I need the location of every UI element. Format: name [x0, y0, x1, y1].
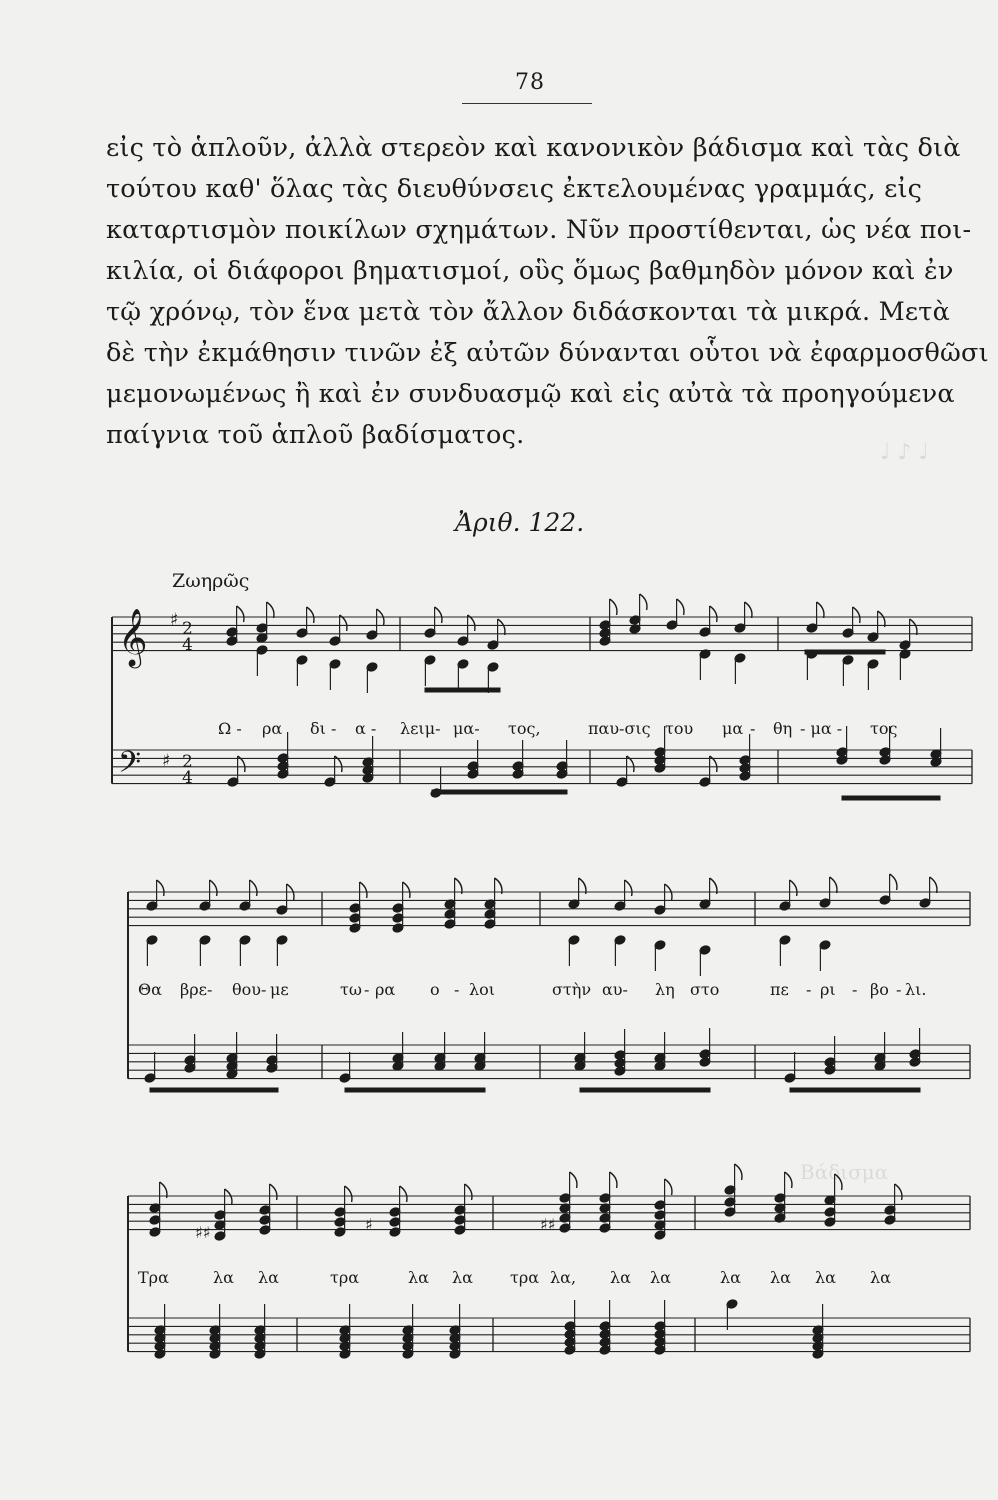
lyric-syllable: - — [852, 980, 858, 999]
lyric-syllable: δι - — [310, 719, 337, 738]
sharp-icon: ♯♯ — [540, 1215, 556, 1234]
lyric-syllable: Θα — [138, 980, 162, 999]
note-flag — [267, 602, 274, 618]
lyric-syllable: στο — [690, 980, 720, 999]
note-flag — [745, 602, 752, 618]
lyric-syllable: α - — [355, 719, 377, 738]
note-flag — [930, 877, 937, 893]
note-flag — [890, 874, 897, 890]
beam — [805, 650, 885, 654]
body-line: καταρτισμὸν ποικίλων σχημάτων. Νῦν προστίθενται, ὡς νέα ποι- — [106, 215, 972, 245]
lyric-syllable: λα, — [550, 1268, 577, 1287]
lyric-syllable: τρα — [510, 1268, 540, 1287]
note-flag — [498, 619, 505, 635]
lyric-syllable: λα — [870, 1268, 891, 1287]
note-flag — [665, 1179, 672, 1195]
lyric-syllable: με — [270, 980, 289, 999]
lyric-syllable: στὴν — [552, 980, 592, 999]
time-signature-top: 2 — [182, 752, 193, 772]
lyric-syllable: Τρα — [138, 1268, 169, 1287]
beam — [432, 790, 567, 794]
lyric-syllable: λα — [452, 1268, 473, 1287]
lyric-syllable: - — [806, 980, 812, 999]
lyric-syllable: βο — [870, 980, 889, 999]
lyric-syllable: πε — [770, 980, 789, 999]
body-line: μεμονωμένως ἢ καὶ ἐν συνδυασμῷ καὶ εἰς αὐτὰ τὰ προηγούμενα — [106, 379, 955, 409]
note-flag — [853, 607, 860, 623]
lyric-syllable: λα — [650, 1268, 671, 1287]
beam — [790, 1088, 920, 1092]
lyric-syllable: ο — [430, 980, 440, 999]
note-flag — [790, 880, 797, 896]
lyric-syllable: παυ-σις — [588, 719, 651, 738]
lyric-syllable: λα — [770, 1268, 791, 1287]
lyric-syllable: ρα — [262, 719, 283, 738]
lyric-syllable: τω — [340, 980, 362, 999]
note-flag — [610, 599, 617, 615]
lyric-syllable: μα- — [453, 719, 480, 738]
note-flag — [785, 1172, 792, 1188]
sharp-icon: ♯♯ — [195, 1223, 211, 1242]
note-flag — [710, 606, 717, 622]
time-signature-top: 2 — [182, 619, 193, 639]
body-line: τούτου καθ' ὅλας τὰς διευθύνσεις ἐκτελουμένας γραμμάς, εἰς — [106, 174, 923, 204]
lyric-syllable: λα — [408, 1268, 429, 1287]
lyric-syllable: του — [665, 719, 694, 738]
lyric-syllable: τος, — [508, 719, 541, 738]
lyric-syllable: λη — [655, 980, 675, 999]
lyric-syllable: θη — [773, 719, 793, 738]
lyric-syllable: - — [750, 719, 756, 738]
beam — [345, 1088, 485, 1092]
note-flag — [610, 1172, 617, 1188]
note-flag — [895, 1184, 902, 1200]
lyric-syllable: τρα — [330, 1268, 360, 1287]
lyric-syllable: - — [364, 980, 370, 999]
note-flag — [677, 599, 684, 615]
time-signature-bottom: 4 — [182, 635, 193, 655]
note-flag — [270, 1184, 277, 1200]
beam — [425, 688, 500, 692]
note-flag — [817, 602, 824, 618]
note-flag — [878, 611, 885, 627]
note-flag — [250, 880, 257, 896]
treble-clef-icon: 𝄞 — [118, 608, 148, 666]
body-line: παίγνια τοῦ ἁπλοῦ βαδίσματος. — [106, 420, 525, 450]
lyric-syllable: - — [896, 980, 902, 999]
lyric-syllable: λα — [815, 1268, 836, 1287]
lyric-syllable: λι. — [905, 980, 927, 999]
note-flag — [465, 1184, 472, 1200]
note-flag — [910, 619, 917, 635]
note-flag — [307, 607, 314, 623]
note-flag — [345, 1186, 352, 1202]
lyric-syllable: λοι — [469, 980, 496, 999]
beam — [150, 1088, 278, 1092]
note-flag — [157, 880, 164, 896]
sharp-icon: ♯ — [162, 751, 171, 771]
body-line: κιλία, οἱ διάφοροι βηματισμοί, οὓς ὅμως βαθμηδὸν μόνον καὶ ἐν — [106, 256, 954, 286]
lyric-syllable: αυ- — [602, 980, 628, 999]
sharp-icon: ♯ — [170, 610, 179, 630]
note-flag — [225, 1189, 232, 1205]
note-flag — [360, 882, 367, 898]
notes — [144, 594, 943, 1360]
page-number: 78 — [515, 70, 545, 95]
note-flag — [570, 1172, 577, 1188]
note-flag — [403, 882, 410, 898]
lyric-syllable: τος — [870, 719, 898, 738]
note-flag — [210, 880, 217, 896]
lyric-syllable: λειμ- — [400, 719, 441, 738]
tempo-marking: Ζωηρῶς — [172, 570, 250, 592]
body-line: εἰς τὸ ἁπλοῦν, ἀλλὰ στερεὸν καὶ κανονικὸν βάδισμα καὶ τὰς διὰ — [106, 133, 961, 163]
sharp-icon: ♯ — [365, 1215, 373, 1234]
bass-clef-icon: 𝄢 — [118, 746, 142, 787]
note-flag — [640, 594, 647, 610]
lyric-syllable: λα — [258, 1268, 279, 1287]
note-flag — [830, 877, 837, 893]
note-flag — [835, 1174, 842, 1190]
piece-number-heading: Ἀριθ. 122. — [455, 508, 585, 537]
time-signature-bottom: 4 — [182, 768, 193, 788]
beam — [842, 796, 940, 800]
lyric-syllable: - — [454, 980, 460, 999]
lyric-syllable: Ω - — [218, 719, 242, 738]
body-line: δὲ τὴν ἐκμάθησιν τινῶν ἐξ αὐτῶν δύνανται οὗτοι νὰ ἐφαρμοσθῶσι — [106, 338, 989, 368]
note-flag — [237, 606, 244, 622]
note-flag — [625, 880, 632, 896]
lyric-syllable: - μα - — [800, 719, 843, 738]
note-flag — [735, 1164, 742, 1180]
lyric-syllable: θου- — [232, 980, 267, 999]
lyric-syllable: ρα — [375, 980, 396, 999]
beam — [580, 1088, 710, 1092]
lyric-syllable: λα — [610, 1268, 631, 1287]
lyric-syllable: λα — [720, 1268, 741, 1287]
note-flag — [435, 607, 442, 623]
lyric-syllable: μα — [722, 719, 744, 738]
body-line: τῷ χρόνῳ, τὸν ἕνα μετὰ τὸν ἄλλον διδάσκονται τὰ μικρά. Μετὰ — [106, 297, 951, 327]
note-flag — [400, 1186, 407, 1202]
lyric-syllable: λα — [213, 1268, 234, 1287]
lyric-syllable: ρι — [820, 980, 836, 999]
lyric-syllable: βρε- — [180, 980, 213, 999]
